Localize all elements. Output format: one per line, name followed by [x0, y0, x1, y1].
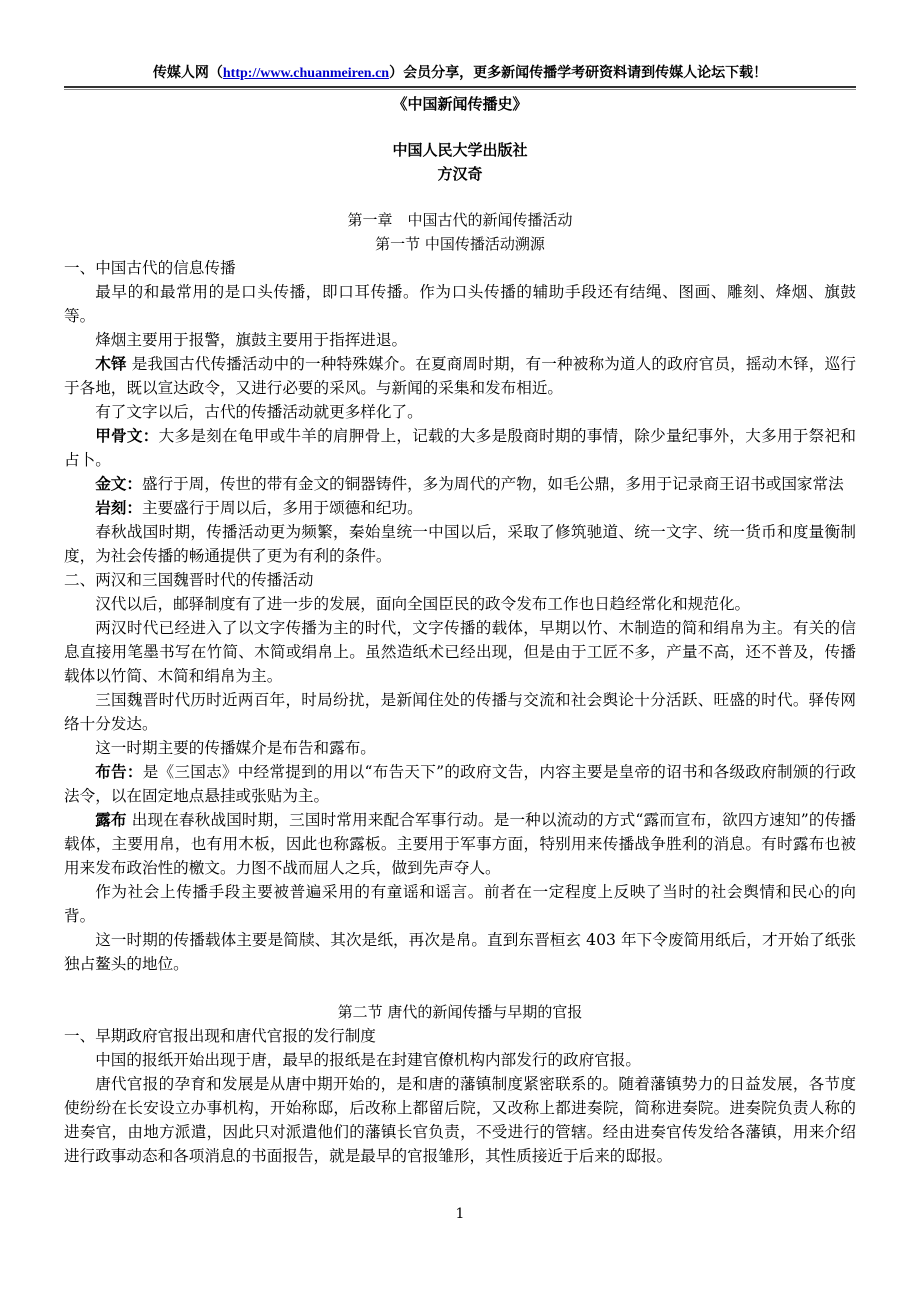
term-label: 岩刻：	[95, 498, 142, 517]
paragraph	[64, 496, 856, 520]
paragraph	[64, 280, 856, 328]
term-label: 甲骨文：	[95, 426, 159, 445]
paragraph	[64, 400, 856, 424]
chapter-heading: 第一章 中国古代的新闻传播活动	[347, 211, 573, 229]
paragraph	[64, 592, 856, 616]
paragraph	[64, 616, 856, 688]
paragraph-text: 有了文字以后，古代的传播活动就更多样化了。	[95, 403, 423, 421]
paragraph	[64, 520, 856, 568]
document-page	[64, 62, 856, 1168]
paragraph-text: 两汉时代已经进入了以文字传播为主的时代，文字传播的载体，早期以竹、木制造的简和绢帛为主。有关的信息直接用笔墨书写在竹简、木简或绢帛上。虽然造纸术已经出现，但是由于工匠不多，产量不高，还不普及，传播载体以竹简、木简和绢帛为主。	[64, 619, 856, 685]
publisher: 中国人民大学出版社	[392, 141, 528, 159]
section-heading: 第一节 中国传播活动溯源	[375, 235, 545, 253]
term-label: 布告：	[95, 762, 143, 781]
page-number: 1	[455, 1206, 465, 1222]
paragraph	[64, 688, 856, 736]
paragraph-text: 最早的和最常用的是口头传播，即口耳传播。作为口头传播的辅助手段还有结绳、图画、雕刻、烽烟、旗鼓等。	[64, 283, 856, 325]
paragraph	[64, 928, 856, 976]
book-title: 《中国新闻传播史》	[392, 95, 528, 113]
header-prefix: 传媒人网（	[152, 65, 223, 81]
paragraph-text: 唐代官报的孕育和发展是从唐中期开始的，是和唐的藩镇制度紧密联系的。随着藩镇势力的日益发展，各节度使纷纷在长安设立办事机构，开始称邸，后改称上都留后院，又改称上都进奏院，简称进奏院。进奏院负责人称的进奏官，由地方派遣，因此只对派遣他们的藩镇长官负责，不受进行的管辖。经由进奏官传发给各藩镇，用来介绍进行政事动态和各项消息的书面报告，就是最早的官报雏形，其性质接近于后来的邸报。	[64, 1075, 856, 1165]
term-label: 露布	[95, 810, 127, 829]
paragraph	[64, 808, 856, 880]
paragraph-text: 烽烟主要用于报警，旗鼓主要用于指挥进退。	[95, 331, 408, 349]
subheading	[64, 568, 856, 592]
section-1-body	[64, 256, 856, 976]
paragraph	[64, 736, 856, 760]
header-divider	[64, 86, 856, 90]
paragraph	[64, 1048, 856, 1072]
paragraph-text: 主要盛行于周以后，多用于颂德和纪功。	[141, 499, 423, 517]
paragraph-text: 三国魏晋时代历时近两百年，时局纷扰，是新闻住处的传播与交流和社会舆论十分活跃、旺盛的时代。驿传网络十分发达。	[64, 691, 856, 733]
paragraph-text: 这一时期的传播载体主要是简牍、其次是纸，再次是帛。直到东晋桓玄 403 年下令废简用纸后，才开始了纸张独占鳌头的地位。	[64, 931, 856, 973]
paragraph-text: 一、中国古代的信息传播	[64, 259, 236, 277]
paragraph	[64, 352, 856, 400]
subheading	[64, 256, 856, 280]
section-2-body	[64, 1024, 856, 1168]
paragraph-text: 中国的报纸开始出现于唐，最早的报纸是在封建官僚机构内部发行的政府官报。	[95, 1051, 641, 1069]
author: 方汉奇	[437, 165, 483, 183]
paragraph	[64, 880, 856, 928]
header-suffix: ）会员分享，更多新闻传播学考研资料请到传媒人论坛下载！	[389, 65, 768, 81]
paragraph	[64, 1072, 856, 1168]
paragraph	[64, 472, 856, 496]
paragraph-text: 一、早期政府官报出现和唐代官报的发行制度	[64, 1027, 376, 1045]
paragraph	[64, 424, 856, 472]
term-label: 木铎	[95, 354, 127, 373]
paragraph-text: 春秋战国时期，传播活动更为频繁，秦始皇统一中国以后，采取了修筑驰道、统一文字、统一货币和度量衡制度，为社会传播的畅通提供了更为有利的条件。	[64, 523, 856, 565]
paragraph	[64, 760, 856, 808]
paragraph-text: 是《三国志》中经常提到的用以“布告天下”的政府文告，内容主要是皇帝的诏书和各级政府制颁的行政法令，以在固定地点悬挂或张贴为主。	[64, 763, 856, 805]
paragraph-text: 汉代以后，邮驿制度有了进一步的发展，面向全国臣民的政令发布工作也日趋经常化和规范化。	[95, 595, 751, 613]
paragraph-text: 是我国古代传播活动中的一种特殊媒介。在夏商周时期，有一种被称为道人的政府官员，摇动木铎，巡行于各地，既以宣达政令，又进行必要的采风。与新闻的采集和发布相近。	[64, 355, 856, 397]
paragraph-text: 出现在春秋战国时期，三国时常用来配合军事行动。是一种以流动的方式“露而宣布，欲四方速知”的传播载体，主要用帛，也有用木板，因此也称露板。主要用于军事方面，特别用来传播战争胜利的消息。有时露布也被用来发布政治性的檄文。力图不战而屈人之兵，做到先声夺人。	[64, 811, 856, 877]
section-heading: 第二节 唐代的新闻传播与早期的官报	[337, 1003, 583, 1021]
paragraph-text: 盛行于周，传世的带有金文的铜器铸件，多为周代的产物，如毛公鼎，多用于记录商王诏书或国家常法	[141, 475, 844, 493]
page-header	[64, 62, 856, 84]
paragraph	[64, 328, 856, 352]
paragraph-text: 大多是刻在龟甲或牛羊的肩胛骨上，记载的大多是殷商时期的事情，除少量纪事外，大多用于祭祀和占卜。	[64, 427, 856, 469]
paragraph-text: 二、两汉和三国魏晋时代的传播活动	[64, 571, 314, 589]
subheading	[64, 1024, 856, 1048]
paragraph-text: 作为社会上传播手段主要被普遍采用的有童谣和谣言。前者在一定程度上反映了当时的社会舆情和民心的向背。	[64, 883, 856, 925]
term-label: 金文：	[95, 474, 142, 493]
site-link[interactable]: http://www.chuanmeiren.cn	[222, 66, 390, 81]
paragraph-text: 这一时期主要的传播媒介是布告和露布。	[95, 739, 376, 757]
